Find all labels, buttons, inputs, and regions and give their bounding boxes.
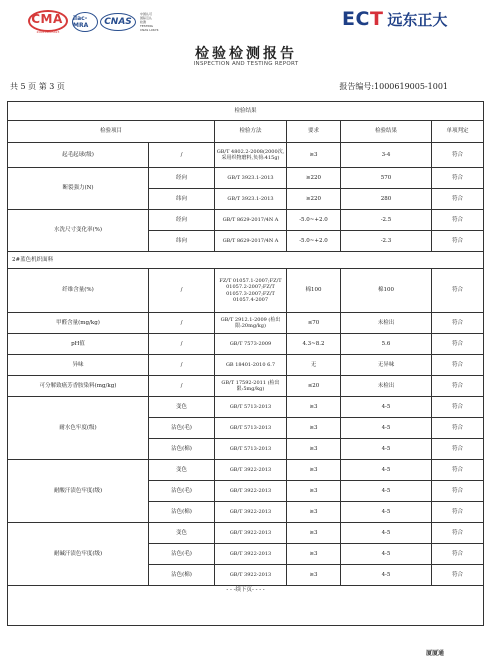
method-cell: GB/T 3922-2013	[215, 523, 287, 544]
result-cell: 4-5	[341, 460, 432, 481]
result-cell: 4-5	[341, 544, 432, 565]
sub-item-cell: 变色	[149, 523, 215, 544]
column-header-result: 检验结果	[341, 121, 432, 143]
report-title: 检验检测报告	[195, 46, 297, 62]
requirement-cell: 4.3~8.2	[287, 334, 341, 355]
requirement-cell: ≥3	[287, 481, 341, 502]
result-cell: 棉100	[341, 269, 432, 313]
method-cell: GB/T 8629-2017/4N A	[215, 231, 287, 252]
judgment-cell: 符合	[432, 355, 484, 376]
judgment-cell: 符合	[432, 231, 484, 252]
ilac-logo-text: ilac-MRA	[73, 15, 89, 29]
requirement-cell: ≤20	[287, 376, 341, 397]
report-header	[0, 0, 492, 95]
method-cell: FZ/T 01057.1-2007;FZ/T 01057.2-2007;FZ/T 01057.3-2007;FZ/T 01057.4-2007	[215, 269, 287, 313]
method-cell: GB/T 3923.1-2013	[215, 168, 287, 189]
judgment-cell: 符合	[432, 439, 484, 460]
method-cell: GB/T 5713-2013	[215, 439, 287, 460]
judgment-cell: 符合	[432, 269, 484, 313]
method-cell: GB/T 8629-2017/4N A	[215, 210, 287, 231]
sub-item-cell: /	[149, 269, 215, 313]
table-row	[8, 269, 484, 313]
table-row	[8, 376, 484, 397]
requirement-cell: -5.0~+2.0	[287, 231, 341, 252]
requirement-cell: ≥3	[287, 460, 341, 481]
cnas-logo-text: CNAS	[104, 17, 132, 27]
result-cell: 3-4	[341, 143, 432, 168]
sub-item-cell: 沾色(棉)	[149, 439, 215, 460]
cnas-logo	[100, 13, 136, 31]
item-cell: 起毛起球(级)	[8, 143, 149, 168]
report-subtitle: INSPECTION AND TESTING REPORT	[193, 61, 299, 67]
sample-group-title: 2#蓝色机织面料	[8, 252, 484, 269]
judgment-cell: 符合	[432, 460, 484, 481]
requirement-cell: -5.0~+2.0	[287, 210, 341, 231]
requirement-cell: ≥3	[287, 544, 341, 565]
judgment-cell: 符合	[432, 313, 484, 334]
cnas-logo-caption: 中国认可 国际互认 检测 TESTING CNAS L0674	[140, 12, 159, 32]
requirement-cell: ≥3	[287, 397, 341, 418]
judgment-cell: 符合	[432, 168, 484, 189]
table-row	[8, 102, 484, 121]
stamp-mark: 厦厦通	[426, 650, 445, 657]
result-cell: 280	[341, 189, 432, 210]
sub-item-cell: 变色	[149, 460, 215, 481]
item-cell: 耐水色牢度(级)	[8, 397, 149, 460]
column-header-item: 检验项目	[8, 121, 215, 143]
method-cell: GB/T 3922-2013	[215, 502, 287, 523]
table-row	[8, 168, 484, 189]
sub-item-cell: 沾色(棉)	[149, 565, 215, 586]
page-counter: 共 5 页 第 3 页	[10, 82, 65, 91]
method-cell: GB/T 5713-2013	[215, 418, 287, 439]
sub-item-cell: 纬向	[149, 231, 215, 252]
judgment-cell: 符合	[432, 418, 484, 439]
sub-item-cell: 纬向	[149, 189, 215, 210]
requirement-cell: ≥3	[287, 502, 341, 523]
table-header-row	[8, 121, 484, 143]
column-header-judgment: 单项判定	[432, 121, 484, 143]
company-brand-logo	[342, 8, 447, 30]
column-header-method: 检验方法	[215, 121, 287, 143]
judgment-cell: 符合	[432, 523, 484, 544]
table-row	[8, 143, 484, 168]
method-cell: GB/T 5713-2013	[215, 397, 287, 418]
result-cell: 4-5	[341, 502, 432, 523]
item-cell: 耐碱汗渍色牢度(级)	[8, 523, 149, 586]
method-cell: GB/T 17592-2011 (检出限:5mg/kg)	[215, 376, 287, 397]
requirement-cell: ≥3	[287, 143, 341, 168]
result-cell: 4-5	[341, 439, 432, 460]
result-cell: -2.3	[341, 231, 432, 252]
item-cell: 断裂强力(N)	[8, 168, 149, 210]
results-table	[7, 101, 484, 626]
brand-chinese: 远东正大	[387, 10, 448, 29]
item-cell: 可分解致癌芳香胺染料(mg/kg)	[8, 376, 149, 397]
requirement-cell: ≥3	[287, 523, 341, 544]
judgment-cell: 符合	[432, 210, 484, 231]
item-cell: 异味	[8, 355, 149, 376]
cma-logo	[28, 10, 66, 34]
result-cell: -2.5	[341, 210, 432, 231]
method-cell: GB/T 2912.1-2009 (检出限:20mg/kg)	[215, 313, 287, 334]
method-cell: GB 18401-2010 6.7	[215, 355, 287, 376]
item-cell: 甲醛含量(mg/kg)	[8, 313, 149, 334]
continued-on-next-page: - - -续下页- - - -	[226, 587, 265, 593]
judgment-cell: 符合	[432, 544, 484, 565]
method-cell: GB/T 3922-2013	[215, 544, 287, 565]
result-cell: 4-5	[341, 523, 432, 544]
sub-item-cell: 经向	[149, 210, 215, 231]
item-cell: 耐酸汗渍色牢度(级)	[8, 460, 149, 523]
judgment-cell: 符合	[432, 481, 484, 502]
table-row	[8, 397, 484, 418]
sub-item-cell: /	[149, 355, 215, 376]
requirement-cell: ≥220	[287, 189, 341, 210]
requirement-cell: ≥3	[287, 418, 341, 439]
sub-item-cell: 沾色(毛)	[149, 544, 215, 565]
requirement-cell: ≥3	[287, 439, 341, 460]
table-row	[8, 252, 484, 269]
method-cell: GB/T 4802.2-2008(2000次,采用织物磨料,负荷:415g)	[215, 143, 287, 168]
result-cell: 无异味	[341, 355, 432, 376]
result-cell: 5.6	[341, 334, 432, 355]
table-row	[8, 460, 484, 481]
result-cell: 4-5	[341, 418, 432, 439]
requirement-cell: ≥3	[287, 565, 341, 586]
method-cell: GB/T 3922-2013	[215, 481, 287, 502]
table-row	[8, 210, 484, 231]
judgment-cell: 符合	[432, 376, 484, 397]
section-title: 检验结果	[8, 102, 484, 121]
cma-logo-text: CMA	[31, 12, 63, 26]
sub-item-cell: /	[149, 143, 215, 168]
sub-item-cell: 经向	[149, 168, 215, 189]
sub-item-cell: 沾色(毛)	[149, 481, 215, 502]
continued-footer	[8, 586, 484, 626]
brand-latin: ECT	[342, 8, 384, 30]
result-cell: 570	[341, 168, 432, 189]
method-cell: GB/T 3923.1-2013	[215, 189, 287, 210]
requirement-cell: ≤70	[287, 313, 341, 334]
judgment-cell: 符合	[432, 334, 484, 355]
sub-item-cell: 变色	[149, 397, 215, 418]
judgment-cell: 符合	[432, 397, 484, 418]
accreditation-logos	[28, 9, 159, 35]
method-cell: GB/T 7573-2009	[215, 334, 287, 355]
requirement-cell: 棉100	[287, 269, 341, 313]
judgment-cell: 符合	[432, 143, 484, 168]
result-cell: 4-5	[341, 397, 432, 418]
table-row	[8, 586, 484, 626]
sub-item-cell: /	[149, 376, 215, 397]
requirement-cell: ≥220	[287, 168, 341, 189]
sub-item-cell: /	[149, 313, 215, 334]
column-header-requirement: 要求	[287, 121, 341, 143]
sub-item-cell: 沾色(棉)	[149, 502, 215, 523]
table-row	[8, 355, 484, 376]
result-cell: 4-5	[341, 481, 432, 502]
method-cell: GB/T 3922-2013	[215, 565, 287, 586]
judgment-cell: 符合	[432, 565, 484, 586]
sub-item-cell: 沾色(毛)	[149, 418, 215, 439]
method-cell: GB/T 3922-2013	[215, 460, 287, 481]
result-cell: 未检出	[341, 313, 432, 334]
cma-logo-number: 200819005423	[36, 30, 60, 34]
table-row	[8, 334, 484, 355]
table-row	[8, 523, 484, 544]
ilac-mra-logo	[72, 12, 98, 32]
result-cell: 未检出	[341, 376, 432, 397]
item-cell: pH值	[8, 334, 149, 355]
requirement-cell: 无	[287, 355, 341, 376]
item-cell: 纤维含量(%)	[8, 269, 149, 313]
table-row	[8, 313, 484, 334]
item-cell: 水洗尺寸变化率(%)	[8, 210, 149, 252]
result-cell: 4-5	[341, 565, 432, 586]
judgment-cell: 符合	[432, 189, 484, 210]
sub-item-cell: /	[149, 334, 215, 355]
report-number: 报告编号:1000619005-1001	[339, 82, 448, 91]
judgment-cell: 符合	[432, 502, 484, 523]
